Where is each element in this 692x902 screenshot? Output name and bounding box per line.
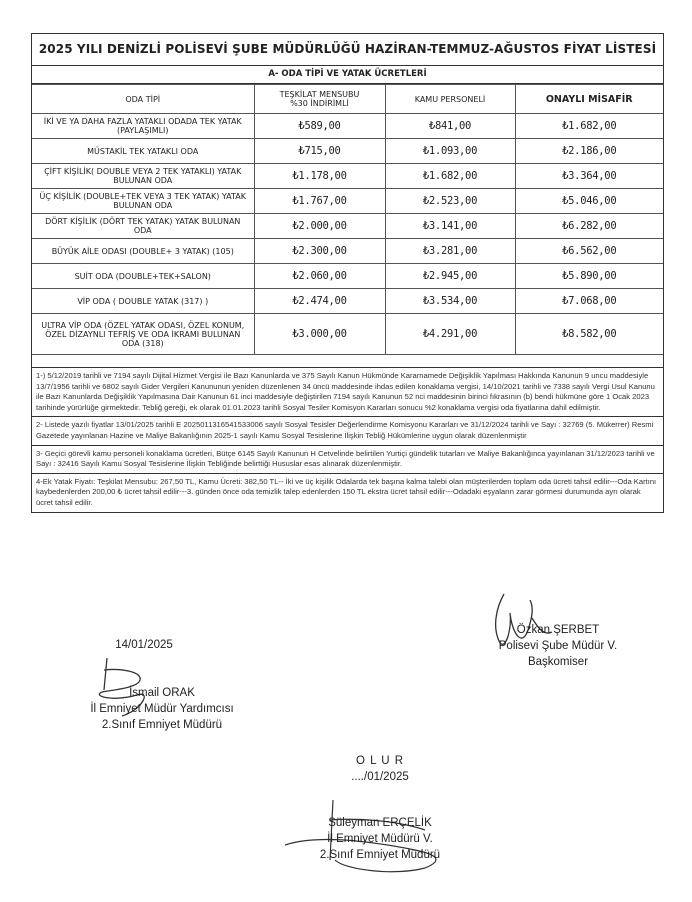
approval-date: ..../01/2025 — [351, 771, 409, 783]
table-row — [32, 314, 663, 355]
room-type-cell: ÜÇ KİŞİLİK (DOUBLE+TEK VEYA 3 TEK YATAK) YATAK BULUNAN ODA — [32, 189, 254, 214]
note-3: 3- Geçici görevli kamu personeli konaklama ücretleri, Bütçe 6145 Sayılı Kanunun H Cetvelinde belirtilen Yurtiçi gündelik tutarları ve Maliye Bakanlığınca yayınlanan 31/12/2023 tarihli ve Sayı : 32416 Sayılı Kamu Sosyal Tesislerine İlişkin Tebliğinde belirttiği Hususlar esas alınarak düzenlenmiştir. — [32, 446, 663, 474]
teskilat-price-cell: ₺2.474,00 — [254, 289, 385, 314]
price-table — [32, 84, 663, 355]
kamu-price-cell: ₺2.945,00 — [385, 264, 515, 289]
misafir-price-cell: ₺1.682,00 — [515, 114, 663, 139]
misafir-price-cell: ₺6.562,00 — [515, 239, 663, 264]
signatory-rank-left: 2.Sınıf Emniyet Müdürü — [101, 719, 223, 731]
kamu-price-cell: ₺1.093,00 — [385, 139, 515, 164]
room-type-cell: DÖRT KİŞİLİK (DÖRT TEK YATAK) YATAK BULUNAN ODA — [32, 214, 254, 239]
table-spacer — [32, 355, 663, 368]
header-teskilat-line2: %30 İNDİRİMLİ — [290, 99, 349, 108]
misafir-price-cell: ₺8.582,00 — [515, 314, 663, 355]
kamu-price-cell: ₺2.523,00 — [385, 189, 515, 214]
header-kamu: KAMU PERSONELİ — [385, 85, 515, 114]
note-4: 4-Ek Yatak Fiyatı: Teşkilat Mensubu: 267,50 TL, Kamu Ücreti: 382,50 TL-- İki ve üç kişilik Odalarda tek başına kalma talebi olan müşterilerden toplam oda ücreti tahsil edilir---Oda Kartını kaybedenlerden 200,00 ₺ ücret tahsil edilir---3. günden önce oda temizlik talep edenlerden 150 TL ekstra ücret tahsil edilir---Odadaki eşyaların zarar görmesi durumunda ayrı olarak ücret tahsil edilir. — [36, 476, 657, 507]
note-1: 1-) 5/12/2019 tarihli ve 7194 sayılı Dijital Hizmet Vergisi ile Bazı Kanunlarda ve 375 Sayılı Kanun Hükmünde Kararnamede Değişiklik Yapılması Hakkında Kanunun 9 uncu maddesiyle 13/7/1956 tarihli ve 6802 sayılı Gider Vergileri Kanununun yeniden düzenlenen 34 üncü maddesinde ihdas edilen konaklama vergisi, 14/10/2021 tarihli ve 7338 sayılı Vergi Usul Kanunu ile Bazı Kanunlarda Değişiklik Yapılmasına Dair Kanunun 61 inci maddesiyle değiştirilen 7194 sayılı Kanunun 52 nci maddesinin birinci fıkrasının (b) bendi hükmüne göre 1 Ocak 2023 tarihinde yürürlüğe girmektedir. Tebliğ gereği, ek olarak 01.01.2023 tarihli Sosyal Tesiler Komisyon Kararları sonucu %2 konaklama vergisi oda fiyatlarına dahil edilmiştir. — [32, 368, 663, 417]
teskilat-price-cell: ₺1.178,00 — [254, 164, 385, 189]
kamu-price-cell: ₺4.291,00 — [385, 314, 515, 355]
room-type-cell: MÜSTAKİL TEK YATAKLI ODA — [32, 139, 254, 164]
teskilat-price-cell: ₺2.060,00 — [254, 264, 385, 289]
room-type-cell: BÜYÜK AİLE ODASI (DOUBLE+ 3 YATAK) (105) — [32, 239, 254, 264]
header-teskilat — [254, 85, 385, 114]
document-title: 2025 YILI DENİZLİ POLİSEVİ ŞUBE MÜDÜRLÜĞÜ HAZİRAN-TEMMUZ-AĞUSTOS FİYAT LİSTESİ — [32, 34, 663, 66]
teskilat-price-cell: ₺1.767,00 — [254, 189, 385, 214]
room-type-cell: SUİT ODA (DOUBLE+TEK+SALON) — [32, 264, 254, 289]
signatory-title-right: Polisevi Şube Müdür V. — [498, 640, 618, 652]
signatory-title-bottom: İl Emniyet Müdürü V. — [327, 833, 433, 845]
table-row — [32, 239, 663, 264]
teskilat-price-cell: ₺2.000,00 — [254, 214, 385, 239]
signature-block-bottom — [290, 815, 470, 863]
note-2: 2- Listede yazılı fiyatlar 13/01/2025 tarihli E 2025011316541533006 sayılı Sosyal Tesisler Değerlendirme Komisyonu Kararları ve 31/12/2024 tarihli ve Sayı : 32769 (5. Mükerrer) Resmi Gazetede yayınlanan Hazine ve Maliye Bakanlığının 2025-1 sayılı Kamu Sosyal Tesislerine İlişkin Tebliğ Hükümlerine uygun olarak düzenlenmiştir — [32, 417, 663, 445]
room-type-cell: ULTRA VİP ODA (ÖZEL YATAK ODASI, ÖZEL KONUM, ÖZEL DİZAYNLI TEFRİŞ VE ODA İKRAMI BULUNAN ODA (318) — [32, 314, 254, 355]
teskilat-price-cell: ₺589,00 — [254, 114, 385, 139]
signature-block-left — [42, 685, 282, 733]
signatory-name-bottom: Süleyman ERÇELİK — [328, 817, 432, 829]
approval-olur: O L U R — [355, 755, 405, 767]
table-row — [32, 164, 663, 189]
teskilat-price-cell: ₺3.000,00 — [254, 314, 385, 355]
signature-date-left: 14/01/2025 — [115, 639, 173, 651]
misafir-price-cell: ₺5.890,00 — [515, 264, 663, 289]
misafir-price-cell: ₺5.046,00 — [515, 189, 663, 214]
misafir-price-cell: ₺2.186,00 — [515, 139, 663, 164]
misafir-price-cell: ₺7.068,00 — [515, 289, 663, 314]
header-teskilat-line1: TEŞKİLAT MENSUBU — [279, 90, 360, 99]
kamu-price-cell: ₺1.682,00 — [385, 164, 515, 189]
table-row — [32, 214, 663, 239]
kamu-price-cell: ₺3.534,00 — [385, 289, 515, 314]
section-heading: A- ODA TİPİ VE YATAK ÜCRETLERİ — [32, 66, 663, 84]
table-row — [32, 289, 663, 314]
table-header-row — [32, 85, 663, 114]
signatory-rank-right: Başkomiser — [527, 656, 589, 668]
table-row — [32, 139, 663, 164]
price-list-document — [31, 33, 664, 513]
table-row — [32, 264, 663, 289]
signatory-name-right: Özkan ŞERBET — [516, 624, 600, 636]
header-onayli: ONAYLI MİSAFİR — [515, 85, 663, 114]
table-row — [32, 114, 663, 139]
table-row — [32, 189, 663, 214]
signature-block-right — [468, 622, 648, 670]
signatory-title-left: İl Emniyet Müdür Yardımcısı — [90, 703, 234, 715]
signatory-name-left: İsmail ORAK — [129, 687, 195, 699]
kamu-price-cell: ₺3.281,00 — [385, 239, 515, 264]
teskilat-price-cell: ₺2.300,00 — [254, 239, 385, 264]
header-oda-tipi: ODA TİPİ — [32, 85, 254, 114]
misafir-price-cell: ₺3.364,00 — [515, 164, 663, 189]
kamu-price-cell: ₺3.141,00 — [385, 214, 515, 239]
room-type-cell: ÇİFT KİŞİLİK( DOUBLE VEYA 2 TEK YATAKLI) YATAK BULUNAN ODA — [32, 164, 254, 189]
teskilat-price-cell: ₺715,00 — [254, 139, 385, 164]
kamu-price-cell: ₺841,00 — [385, 114, 515, 139]
misafir-price-cell: ₺6.282,00 — [515, 214, 663, 239]
room-type-cell: İKİ VE YA DAHA FAZLA YATAKLI ODADA TEK YATAK (PAYLAŞIMLI) — [32, 114, 254, 139]
room-type-cell: VİP ODA ( DOUBLE YATAK (317) ) — [32, 289, 254, 314]
signatory-rank-bottom: 2.Sınıf Emniyet Müdürü — [319, 849, 441, 861]
